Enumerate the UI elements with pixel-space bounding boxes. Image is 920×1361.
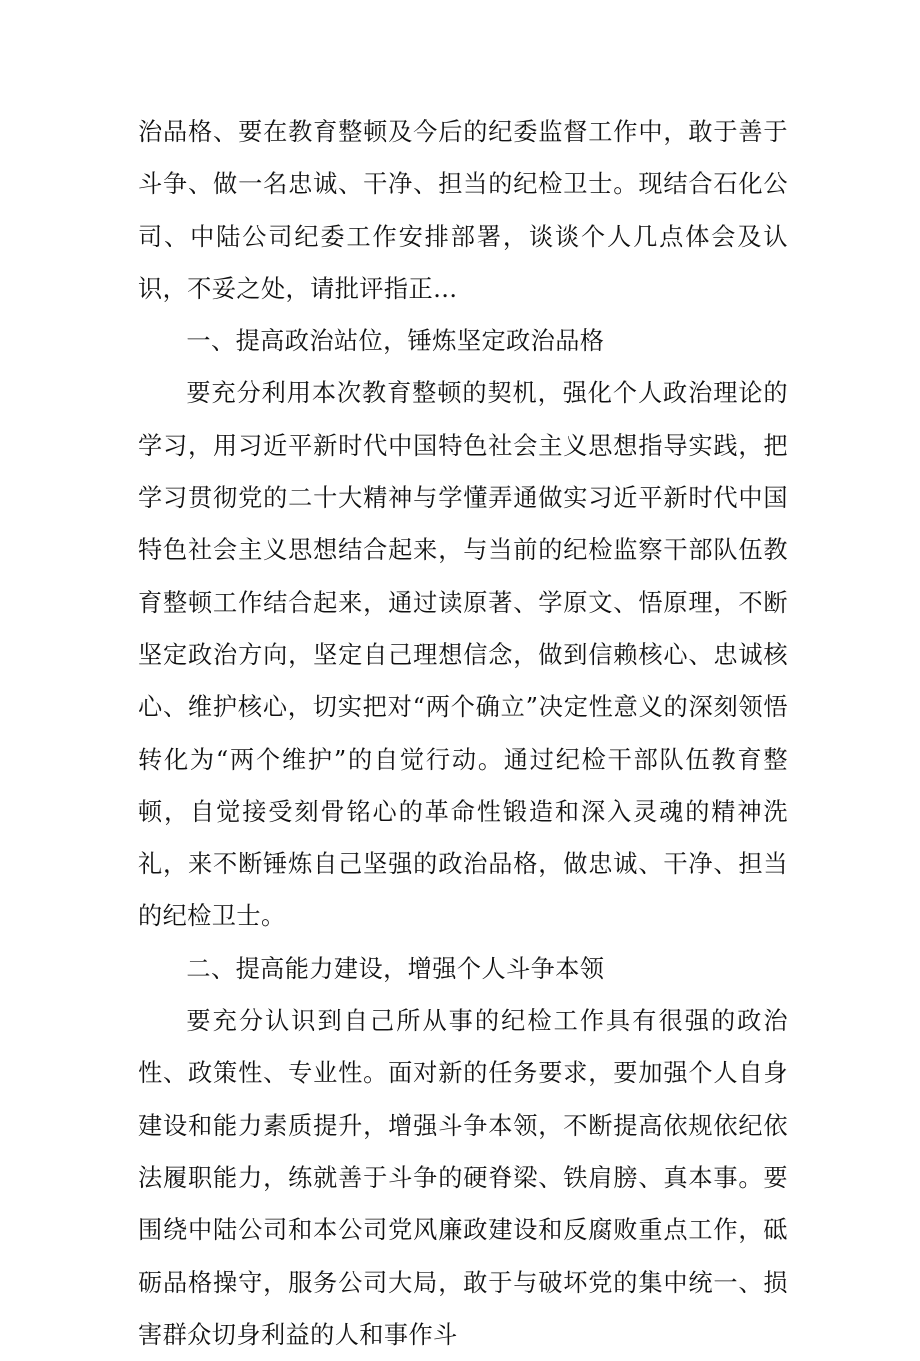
section-heading-1: 一、提高政治站位，锤炼坚定政治品格 — [186, 327, 605, 356]
document-page — [138, 106, 788, 1361]
body-paragraph-1: 治品格、要在教育整顿及今后的纪委监督工作中，敢于善于斗争、做一名忠诚、干净、担当的纪检卫士。现结合石化公司、中陆公司纪委工作安排部署，谈谈个人几点体会及认识，不妥之处，请批评指正… — [138, 118, 788, 303]
body-paragraph-3: 要充分认识到自己所从事的纪检工作具有很强的政治性、政策性、专业性。面对新的任务要求，要加强个人自身建设和能力素质提升，增强斗争本领，不断提高依规依纪依法履职能力，练就善于斗争的硬脊梁、铁肩膀、真本事。要围绕中陆公司和本公司党风廉政建设和反腐败重点工作，砥砺品格操守，服务公司大局，敢于与破坏党的集中统一、损害群众切身利益的人和事作斗 — [138, 1007, 788, 1349]
section-heading-2: 二、提高能力建设，增强个人斗争本领 — [186, 954, 605, 983]
body-paragraph-2: 要充分利用本次教育整顿的契机，强化个人政治理论的学习，用习近平新时代中国特色社会主义思想指导实践，把学习贯彻党的二十大精神与学懂弄通做实习近平新时代中国特色社会主义思想结合起来，与当前的纪检监察干部队伍教育整顿工作结合起来，通过读原著、学原文、悟原理，不断坚定政治方向，坚定自己理想信念，做到信赖核心、忠诚核心、维护核心，切实把对“两个确立”决定性意义的深刻领悟转化为“两个维护”的自觉行动。通过纪检干部队伍教育整顿，自觉接受刻骨铭心的革命性锻造和深入灵魂的精神洗礼，来不断锤炼自己坚强的政治品格，做忠诚、干净、担当的纪检卫士。 — [138, 379, 788, 931]
